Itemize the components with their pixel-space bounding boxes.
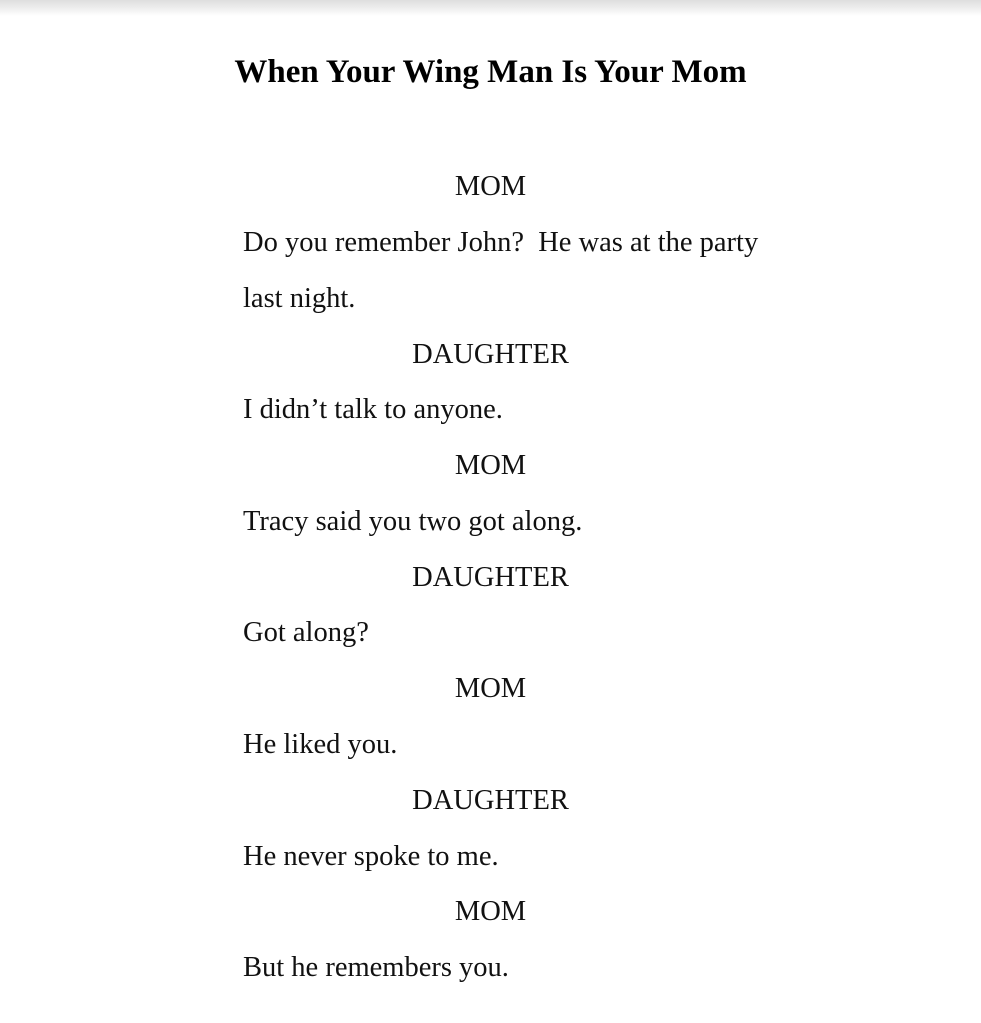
top-shadow — [0, 0, 981, 16]
character-name: MOM — [454, 896, 527, 927]
character-name: DAUGHTER — [412, 339, 569, 370]
script-title: When Your Wing Man Is Your Mom — [234, 54, 747, 90]
dialogue-line: last night. — [243, 283, 356, 314]
dialogue-line: Tracy said you two got along. — [243, 506, 583, 537]
dialogue-line: I didn’t talk to anyone. — [243, 394, 503, 425]
dialogue-line: Do you remember John? He was at the party — [243, 227, 759, 258]
dialogue-line: Got along? — [243, 617, 369, 648]
dialogue-line: He liked you. — [243, 729, 398, 760]
character-name: DAUGHTER — [412, 562, 569, 593]
character-name: DAUGHTER — [412, 785, 569, 816]
character-name: MOM — [454, 171, 527, 202]
dialogue-line: He never spoke to me. — [243, 841, 499, 872]
character-name: MOM — [454, 450, 527, 481]
character-name: MOM — [454, 673, 527, 704]
dialogue-line: But he remembers you. — [243, 952, 509, 983]
